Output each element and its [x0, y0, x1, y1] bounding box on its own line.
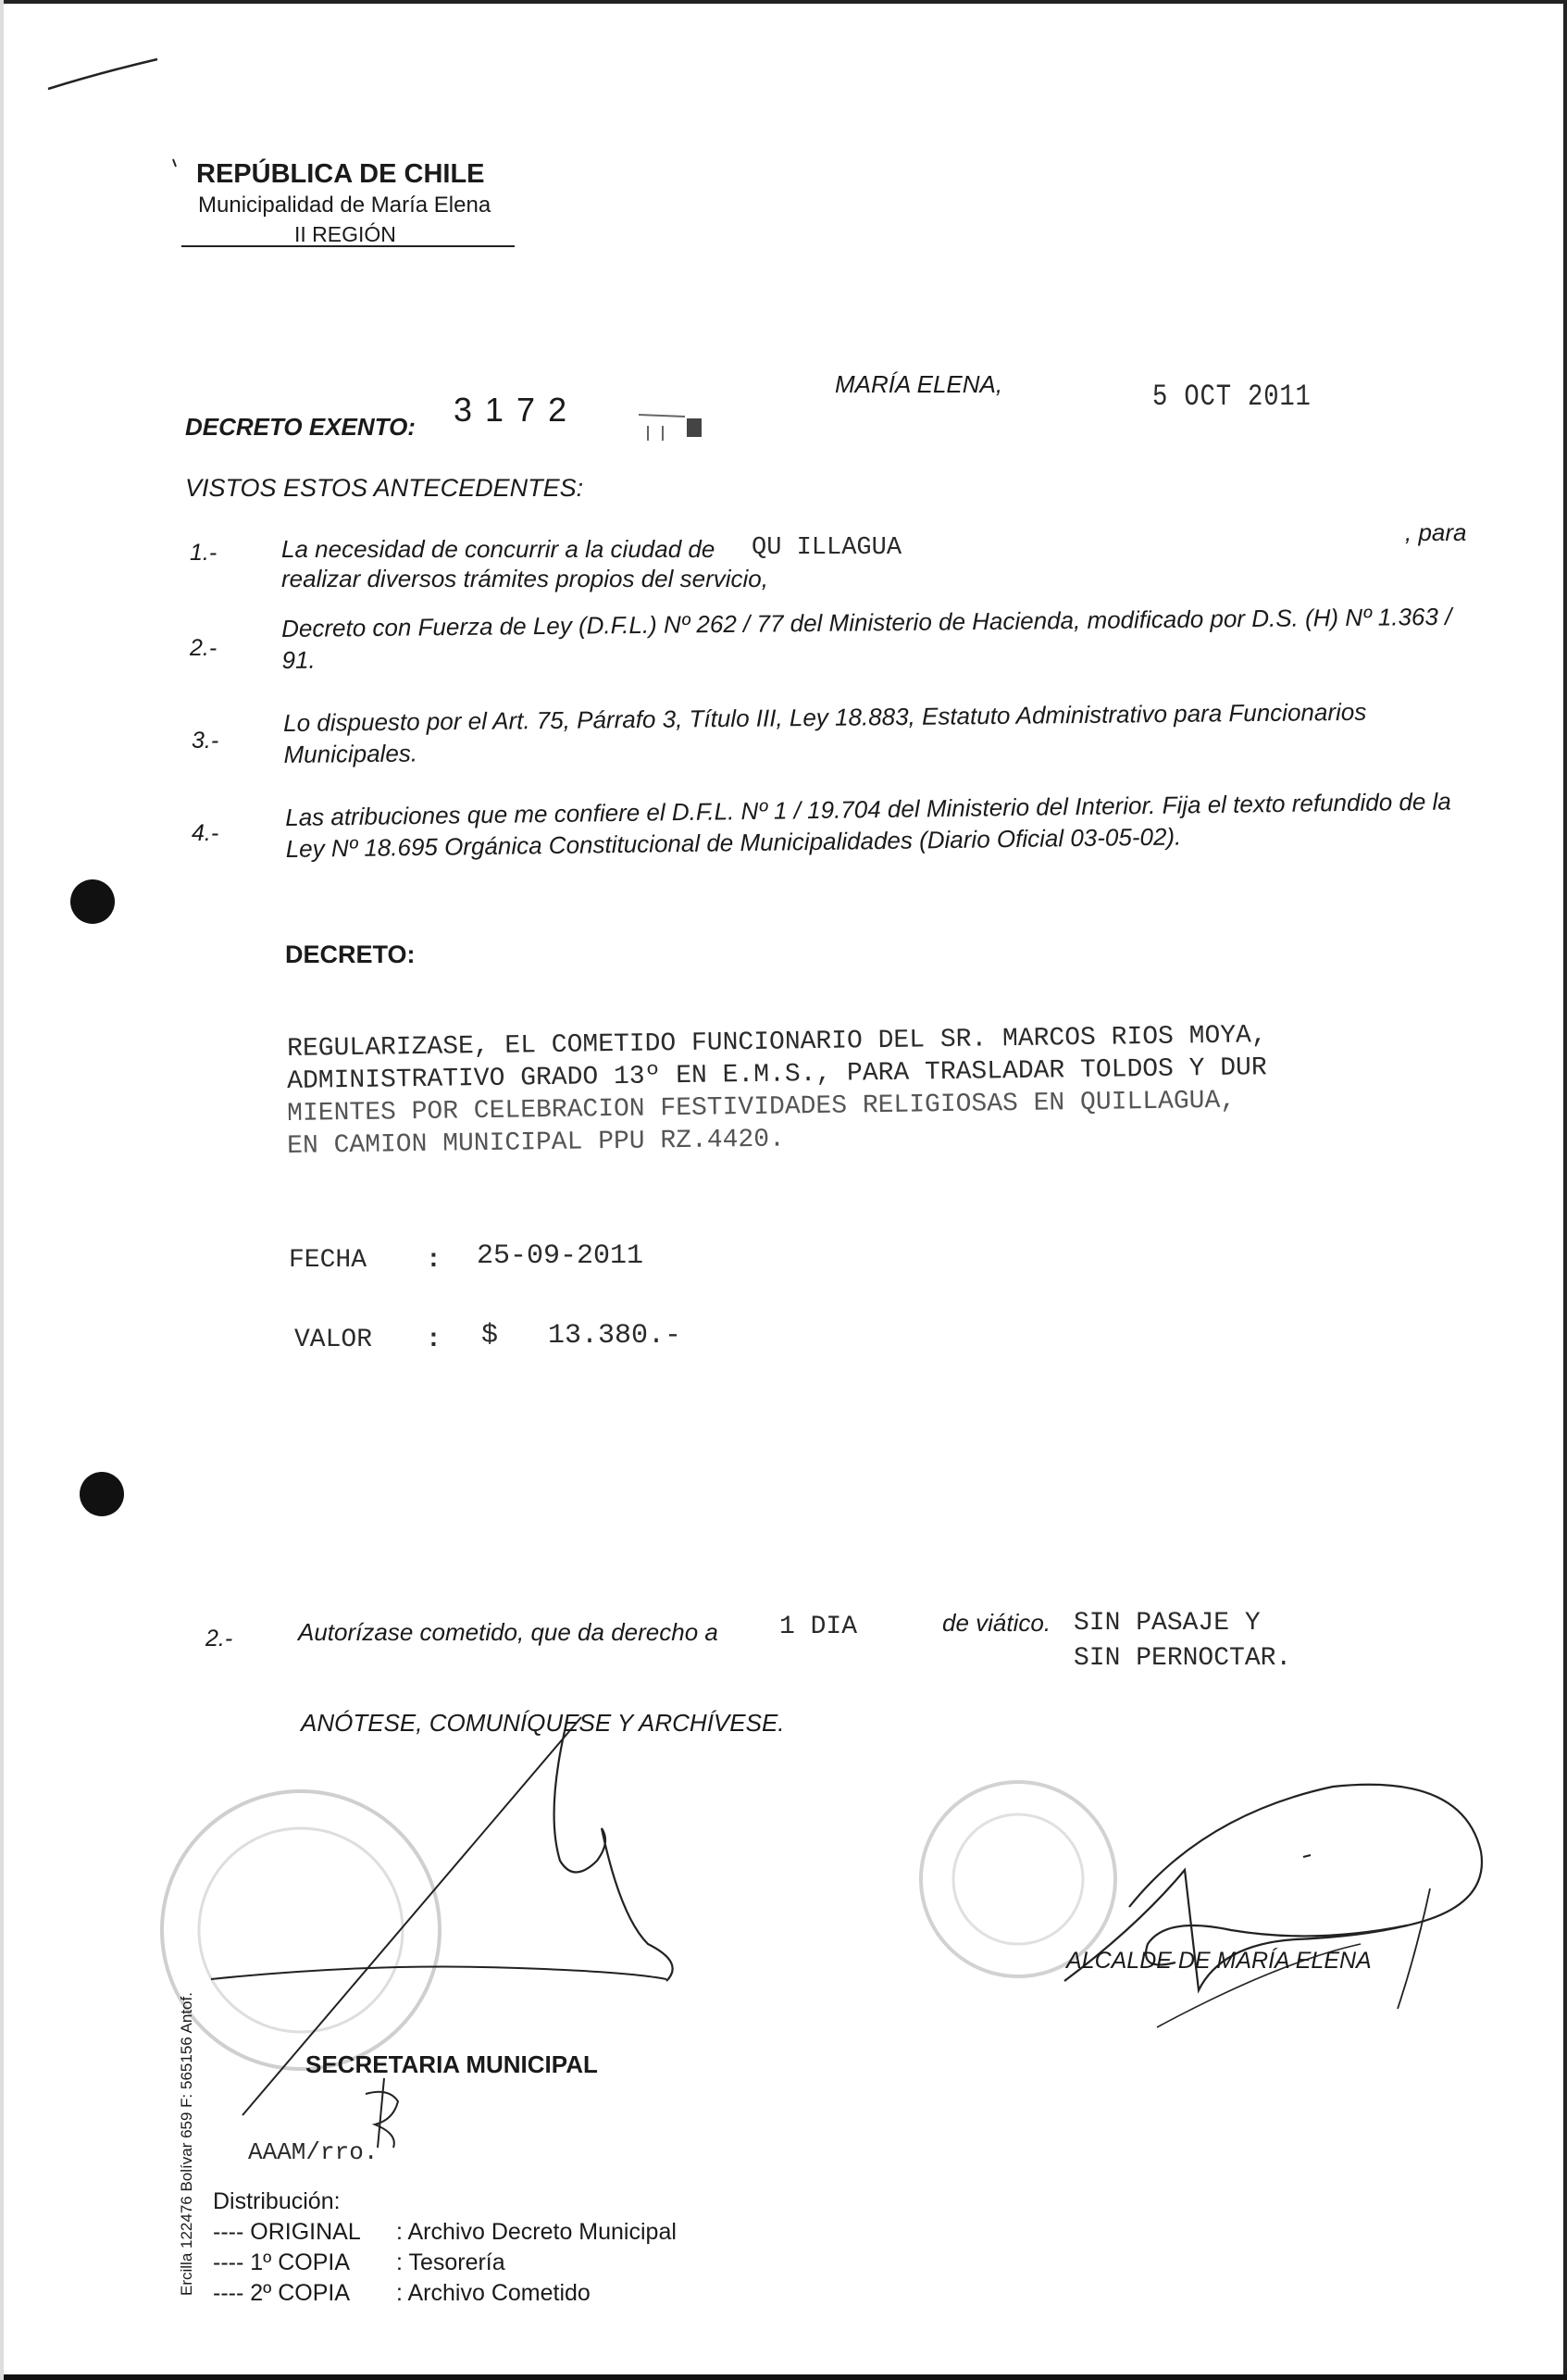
distribution-destination: : Archivo Cometido [396, 2280, 591, 2306]
fecha-separator: : [426, 1246, 441, 1275]
vistos-item-number: 2.- [190, 635, 218, 661]
distribution-destination: : Archivo Decreto Municipal [396, 2219, 677, 2245]
fecha-label: FECHA [289, 1246, 367, 1275]
authorization-text: Autorízase cometido, que da derecho a [298, 1618, 718, 1646]
distribution-title: Distribución: [213, 2188, 341, 2214]
valor-label: VALOR [294, 1326, 373, 1354]
distribution-copy: ---- 2º COPIA [213, 2280, 351, 2306]
vistos-item-number: 3.- [192, 728, 219, 754]
vistos-item-text-end: , para [1405, 518, 1467, 546]
decree-label: DECRETO EXENTO: [185, 413, 416, 441]
vistos-item-text: Decreto con Fuerza de Ley (D.F.L.) Nº 262 / 77 del Ministerio de Hacienda, modificado por D.S. (H) Nº 1.363 / 91. [281, 602, 1452, 674]
decreto-body-line: ADMINISTRATIVO GRADO 13º EN E.M.S., PARA TRASLADAR TOLDOS Y DUR [287, 1053, 1267, 1096]
vistos-item-city: QU ILLAGUA [752, 534, 902, 562]
vistos-item-number: 1.- [190, 540, 218, 566]
viatico-note-line: SIN PERNOCTAR. [1074, 1644, 1292, 1673]
closing-formula: ANÓTESE, COMUNÍQUESE Y ARCHÍVESE. [301, 1709, 785, 1737]
date-stamp: 5 OCT 2011 [1152, 380, 1312, 414]
fecha-value: 25-09-2011 [477, 1240, 644, 1272]
printer-imprint: Ercilla 122476 Bolívar 659 F: 565156 Antof. [178, 1992, 195, 2296]
distribution-destination: : Tesorería [396, 2249, 505, 2275]
valor-separator: : [426, 1326, 441, 1354]
vistos-title: VISTOS ESTOS ANTECEDENTES: [185, 474, 584, 502]
reference-initials: AAAM/rro. [248, 2138, 379, 2166]
vistos-item-number: 4.- [192, 820, 219, 846]
region-name: II REGIÓN [294, 222, 396, 246]
decreto-body-line: REGULARIZASE, EL COMETIDO FUNCIONARIO DEL SR. MARCOS RIOS MOYA, [287, 1021, 1267, 1064]
vistos-item-text: La necesidad de concurrir a la ciudad de [281, 535, 715, 563]
municipality-name: Municipalidad de María Elena [198, 193, 491, 218]
viatico-label: de viático. [942, 1609, 1051, 1637]
secretary-signature-label: SECRETARIA MUNICIPAL [305, 2050, 598, 2078]
decreto-body-line: EN CAMION MUNICIPAL PPU RZ.4420. [287, 1125, 786, 1161]
country-heading: REPÚBLICA DE CHILE [196, 159, 485, 189]
place-label: MARÍA ELENA, [835, 370, 1003, 398]
valor-value: $ 13.380.- [481, 1320, 682, 1352]
vistos-item-text: Las atribuciones que me confiere el D.F.L. Nº 1 / 19.704 del Ministerio del Interior. Fija el texto refundido de la Ley Nº 18.695 Orgánica Constitucional de Municipalidades (Diario Oficial 03-05-02). [285, 787, 1451, 863]
vistos-item-text: Lo dispuesto por el Art. 75, Párrafo 3, Título III, Ley 18.883, Estatuto Administrativo para Funcionarios Municipales. [283, 697, 1367, 768]
decree-number: 3 1 7 2 [454, 391, 569, 429]
vistos-item-text-line2: realizar diversos trámites propios del servicio, [281, 565, 768, 592]
distribution-copy: ---- 1º COPIA [213, 2249, 351, 2275]
distribution-copy: ---- ORIGINAL [213, 2219, 361, 2245]
authorization-number: 2.- [205, 1626, 233, 1651]
mayor-signature-label: ALCALDE DE MARÍA ELENA [1066, 1948, 1372, 1974]
authorization-days: 1 DIA [779, 1613, 858, 1641]
decreto-title: DECRETO: [285, 941, 416, 968]
viatico-note-line: SIN PASAJE Y [1074, 1609, 1261, 1638]
decreto-body-line: MIENTES POR CELEBRACION FESTIVIDADES RELIGIOSAS EN QUILLAGUA, [287, 1086, 1237, 1128]
